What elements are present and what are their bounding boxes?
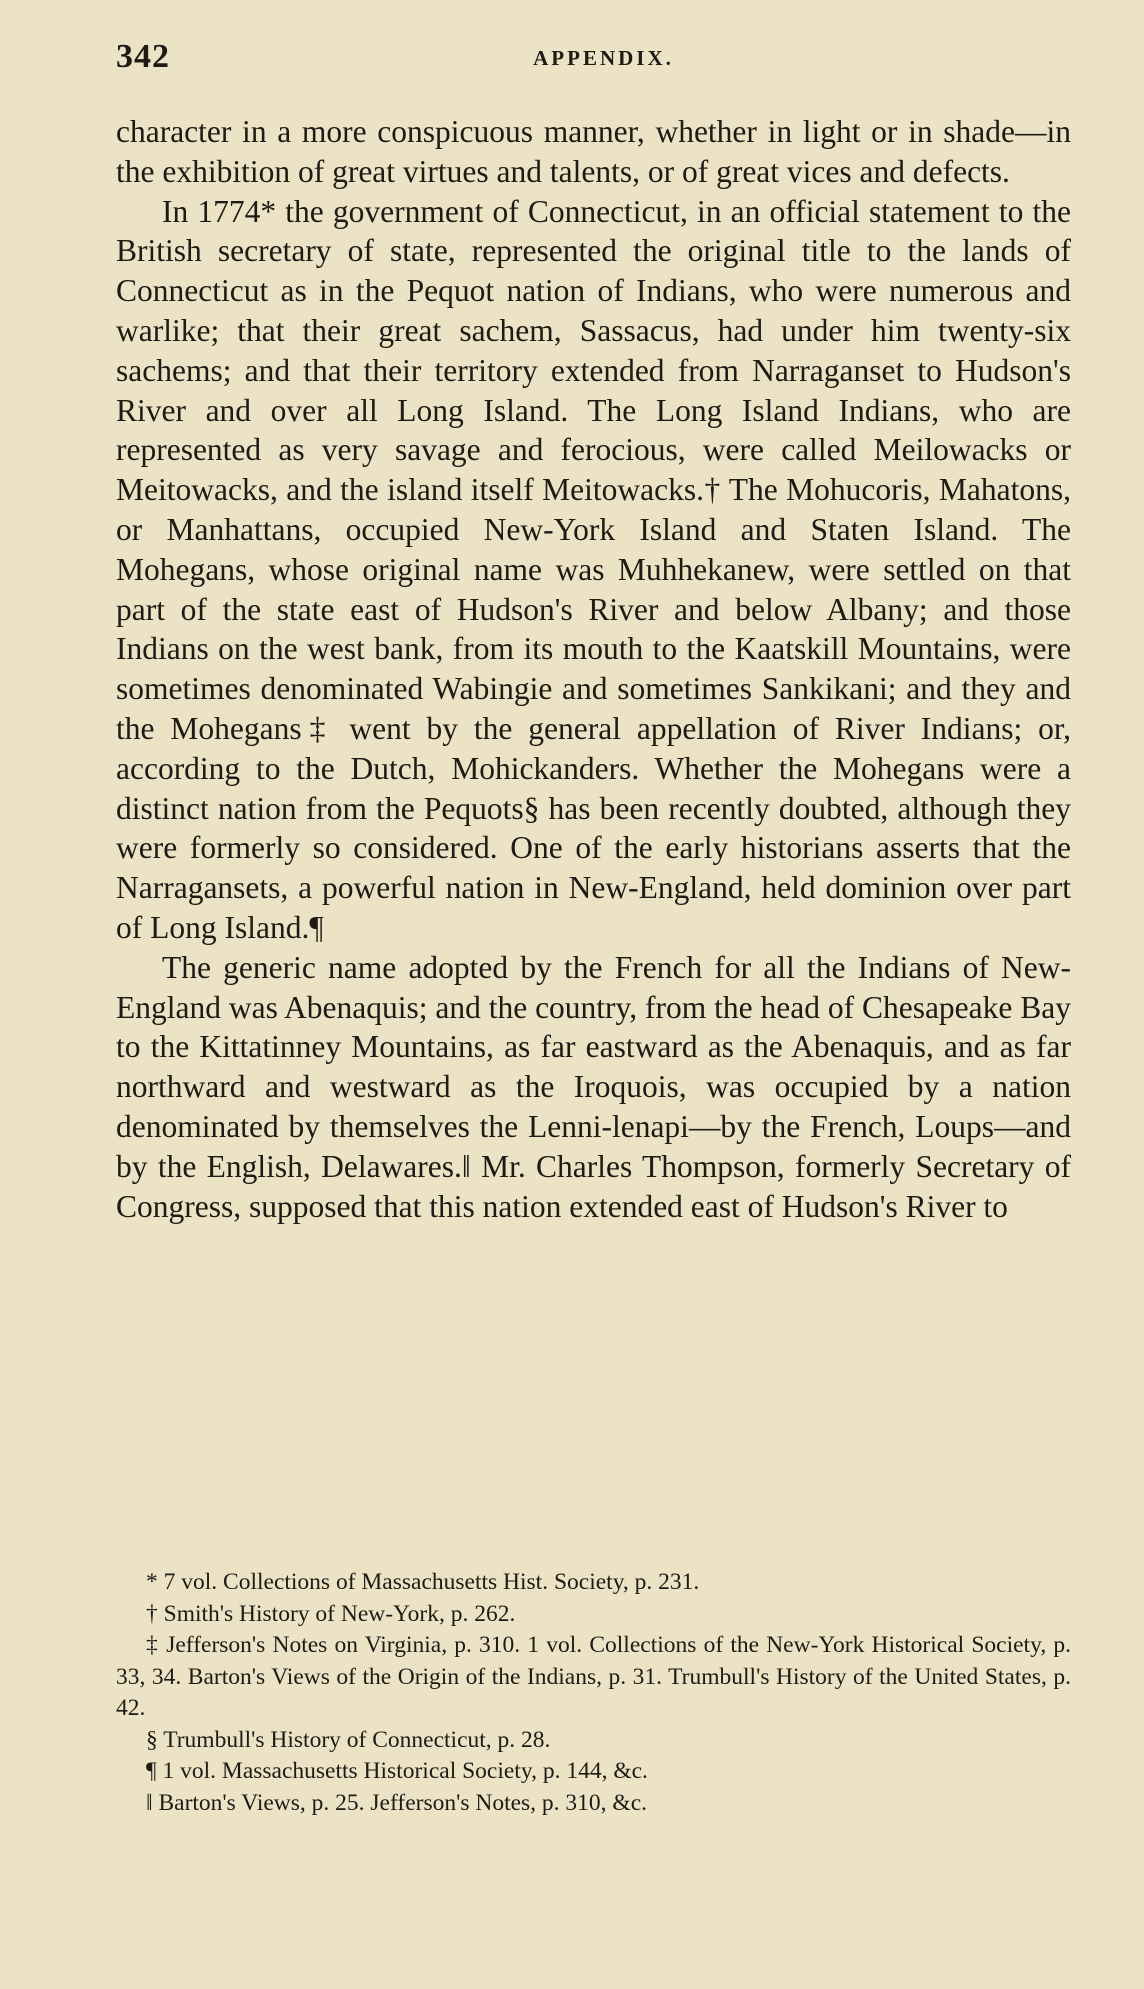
footnote-6: ‖ Barton's Views, p. 25. Jefferson's Notes, p. 310, &c. [146, 1789, 648, 1816]
body-text [116, 112, 1071, 1226]
page-header [116, 38, 1071, 78]
paragraph-1: character in a more conspicuous manner, whether in light or in shade—in the exhibition of great virtues and talents, or of great vices and defects. [116, 114, 1071, 189]
paragraph-3: The generic name adopted by the French for all the Indians of New-England was Abenaquis; and the country, from the head of Chesapeake Bay to the Kittatinney Mountains, as far eastward as the Abenaquis, and as far northward and westward as the Iroquois, was occupied by a nation denominated by themselves the Lenni-lenapi—by the French, Loups—and by the English, Delawares.‖ Mr. Charles Thompson, formerly Secretary of Congress, supposed that this nation extended east of Hudson's River to [116, 949, 1071, 1224]
paragraph-2: In 1774* the government of Connecticut, in an official statement to the British secretary of state, represented the original title to the lands of Connecticut as in the Pequot nation of Indians, who were numerous and warlike; that their great sachem, Sassacus, had under him twenty-six sachems; and that their territory extended from Narraganset to Hudson's River and over all Long Island. The Long Island Indians, who are represented as very savage and ferocious, were called Meilowacks or Meitowacks, and the island itself Meitowacks.† The Mohucoris, Mahatons, or Manhattans, occupied New-York Island and Staten Island. The Mohegans, whose original name was Muhhekanew, were settled on that part of the state east of Hudson's River and below Albany; and those Indians on the west bank, from its mouth to the Kaatskill Mountains, were sometimes denominated Wabingie and sometimes Sankikani; and they and the Mohegans‡ went by the general appellation of River Indians; or, according to the Dutch, Mohickanders. Whether the Mohegans were a distinct nation from the Pequots§ has been recently doubted, although they were formerly so considered. One of the early historians asserts that the Narragansets, a powerful nation in New-England, held dominion over part of Long Island.¶ [116, 193, 1071, 945]
footnote-1: * 7 vol. Collections of Massachusetts Hist. Society, p. 231. [146, 1569, 700, 1595]
footnotes [116, 1567, 1071, 1819]
page-number: 342 [116, 38, 170, 75]
footnote-4: § Trumbull's History of Connecticut, p. 28. [146, 1726, 551, 1753]
running-head: APPENDIX. [533, 46, 674, 70]
footnote-2: † Smith's History of New-York, p. 262. [146, 1600, 516, 1627]
footnote-3: ‡ Jefferson's Notes on Virginia, p. 310. 1 vol. Collections of the New-York Historical Society, p. 33, 34. Barton's Views of the Origin of the Indians, p. 31. Trumbull's History of the United States, p. 42. [116, 1632, 1071, 1721]
footnote-5: ¶ 1 vol. Massachusetts Historical Society, p. 144, &c. [146, 1758, 648, 1784]
